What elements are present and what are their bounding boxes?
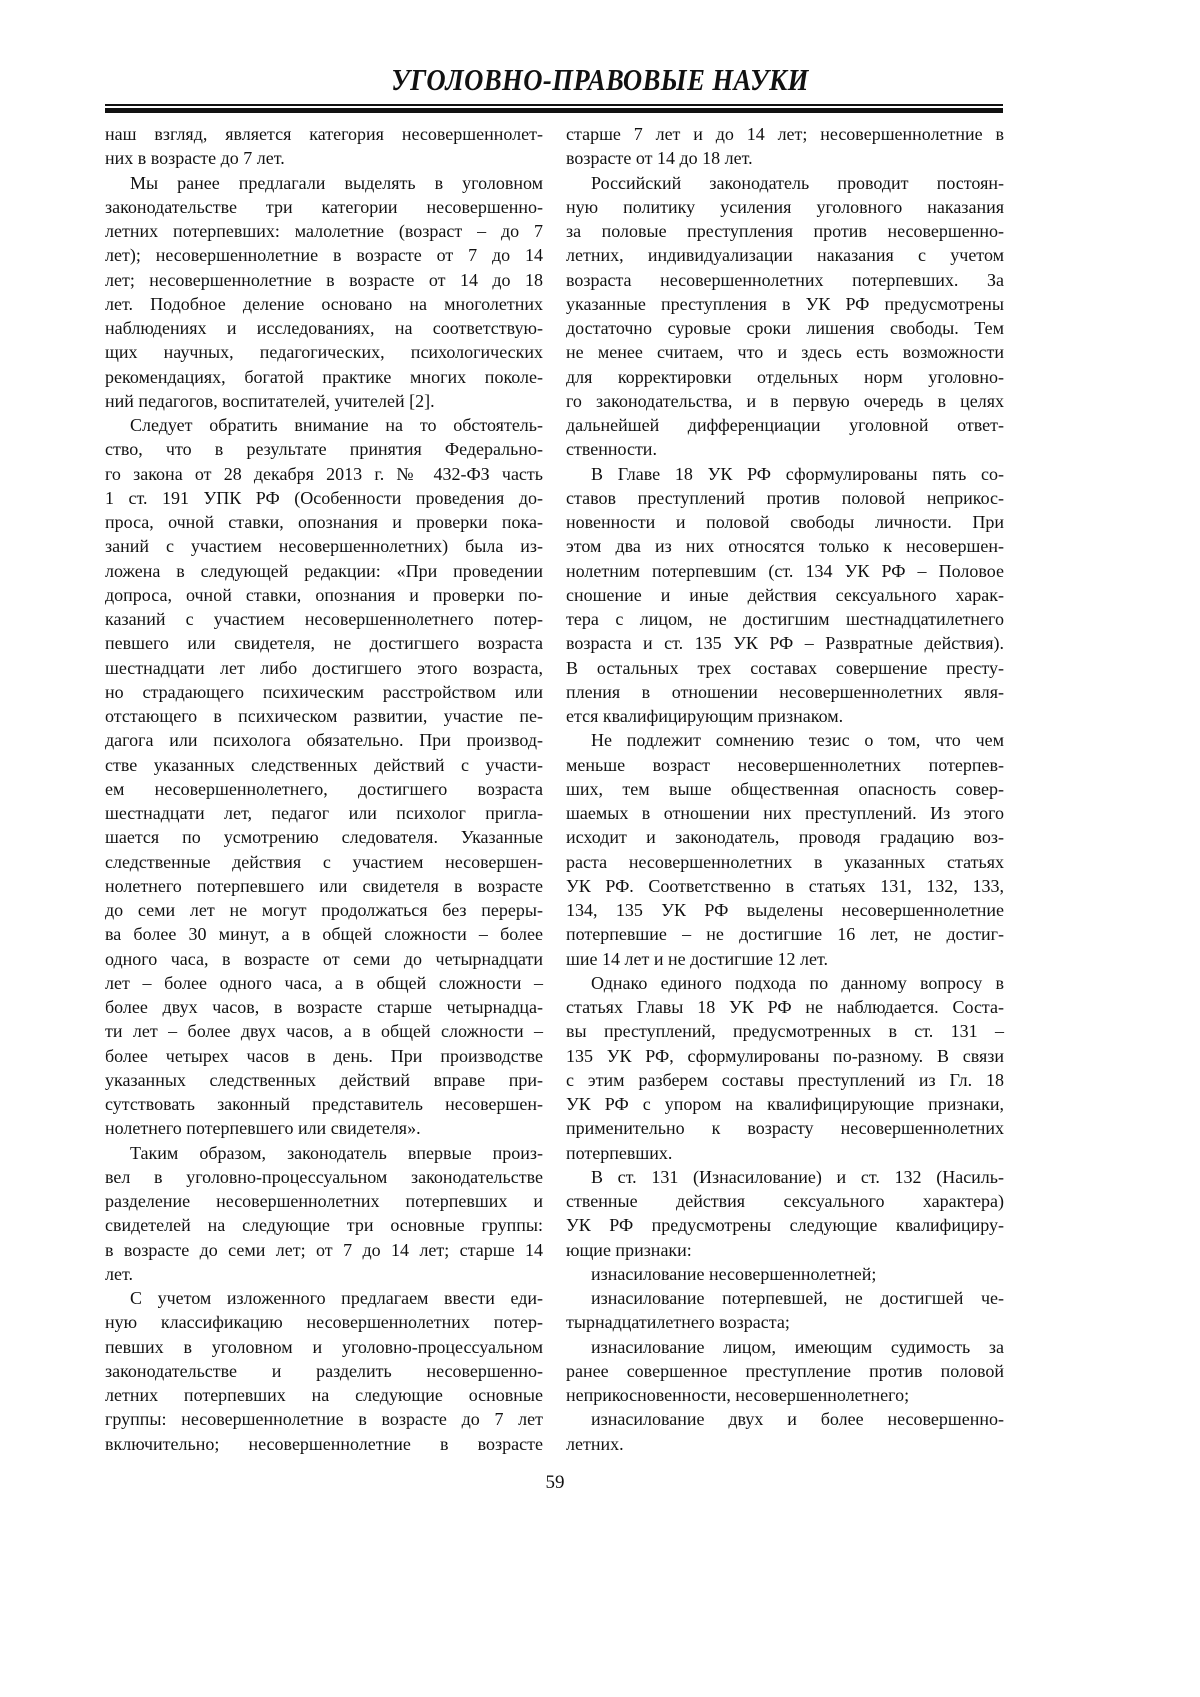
text-line: го законодательства, и в первую очередь в целях <box>566 389 1004 413</box>
paragraph <box>105 122 543 171</box>
text-line: певших в уголовном и уголовно-процессуальном <box>105 1335 543 1359</box>
header-rule-thick <box>105 108 1003 113</box>
text-line: го закона от 28 декабря 2013 г. № 432-ФЗ часть <box>105 462 543 486</box>
text-line: стве указанных следственных действий с участи- <box>105 753 543 777</box>
text-line: старше 7 лет и до 14 лет; несовершеннолетние в <box>566 122 1004 146</box>
text-line: изнасилование несовершеннолетней; <box>566 1262 1004 1286</box>
text-line: неприкосновенности, несовершеннолетнего; <box>566 1383 1004 1407</box>
left-column <box>105 122 543 1456</box>
text-line: потерпевших. <box>566 1141 1004 1165</box>
text-line: Таким образом, законодатель впервые произ- <box>105 1141 543 1165</box>
text-line: одного часа, в возрасте от семи до четырнадцати <box>105 947 543 971</box>
text-line: достаточно суровые сроки лишения свободы. Тем <box>566 316 1004 340</box>
text-line: наблюдениях и исследованиях, на соответствую- <box>105 316 543 340</box>
paragraph <box>566 1165 1004 1262</box>
text-line: законодательстве три категории несовершенно- <box>105 195 543 219</box>
text-line: пления в отношении несовершеннолетних явля- <box>566 680 1004 704</box>
text-line: ную классификацию несовершеннолетних потер- <box>105 1310 543 1334</box>
text-line: В остальных трех составах совершение престу- <box>566 656 1004 680</box>
paragraph <box>566 462 1004 729</box>
text-line: возраста несовершеннолетних потерпевших. За <box>566 268 1004 292</box>
text-line: с этим разберем составы преступлений из Гл. 18 <box>566 1068 1004 1092</box>
paragraph <box>105 413 543 1141</box>
text-line: шестнадцати лет либо достигшего этого возраста, <box>105 656 543 680</box>
text-line: ную политику усиления уголовного наказания <box>566 195 1004 219</box>
text-line: ложена в следующей редакции: «При проведении <box>105 559 543 583</box>
text-line: этом два из них относятся только к несовершен- <box>566 534 1004 558</box>
header-rule-thin <box>105 104 1003 106</box>
text-line: ется квалифицирующим признаком. <box>566 704 1004 728</box>
text-line: шестнадцати лет, педагог или психолог пригла- <box>105 801 543 825</box>
paragraph <box>566 971 1004 1165</box>
text-line: летних. <box>566 1432 1004 1456</box>
text-line: ва более 30 минут, а в общей сложности – более <box>105 922 543 946</box>
text-line: статьях Главы 18 УК РФ не наблюдается. Соста- <box>566 995 1004 1019</box>
text-line: более четырех часов в день. При производстве <box>105 1044 543 1068</box>
paragraph <box>566 1335 1004 1408</box>
text-line: указанные преступления в УК РФ предусмотрены <box>566 292 1004 316</box>
text-line: применительно к возрасту несовершеннолетних <box>566 1116 1004 1140</box>
text-line: УК РФ с упором на квалифицирующие признаки, <box>566 1092 1004 1116</box>
paragraph <box>105 1286 543 1456</box>
text-line: ем несовершеннолетнего, достигшего возраста <box>105 777 543 801</box>
text-line: Мы ранее предлагали выделять в уголовном <box>105 171 543 195</box>
text-line: В Главе 18 УК РФ сформулированы пять со- <box>566 462 1004 486</box>
text-line: вел в уголовно-процессуальном законодательстве <box>105 1165 543 1189</box>
section-header-title: УГОЛОВНО-ПРАВОВЫЕ НАУКИ <box>84 62 1116 98</box>
text-line: ставов преступлений против половой неприкос- <box>566 486 1004 510</box>
text-line: 135 УК РФ, сформулированы по-разному. В связи <box>566 1044 1004 1068</box>
text-line: дагога или психолога обязательно. При производ- <box>105 728 543 752</box>
text-line: исходит и законодатель, проводя градацию воз- <box>566 825 1004 849</box>
text-line: свидетелей на следующие три основные группы: <box>105 1213 543 1237</box>
text-line: ство, что в результате принятия Федерально- <box>105 437 543 461</box>
text-line: раста несовершеннолетних в указанных статьях <box>566 850 1004 874</box>
paragraph <box>566 1262 1004 1286</box>
text-line: ственные действия сексуального характера) <box>566 1189 1004 1213</box>
text-line: лет. <box>105 1262 543 1286</box>
text-line: В ст. 131 (Изнасилование) и ст. 132 (Насиль- <box>566 1165 1004 1189</box>
text-line: вы преступлений, предусмотренных в ст. 131 – <box>566 1019 1004 1043</box>
text-line: сутствовать законный представитель несовершен- <box>105 1092 543 1116</box>
text-line: изнасилование лицом, имеющим судимость за <box>566 1335 1004 1359</box>
right-column <box>566 122 1004 1456</box>
text-line: тера с лицом, не достигшим шестнадцатилетнего <box>566 607 1004 631</box>
text-line: 1 ст. 191 УПК РФ (Особенности проведения до- <box>105 486 543 510</box>
text-line: ти лет – более двух часов, а в общей сложности – <box>105 1019 543 1043</box>
text-line: шается по усмотрению следователя. Указанные <box>105 825 543 849</box>
text-line: для корректировки отдельных норм уголовно- <box>566 365 1004 389</box>
text-line: нолетним потерпевшим (ст. 134 УК РФ – Половое <box>566 559 1004 583</box>
text-line: 134, 135 УК РФ выделены несовершеннолетние <box>566 898 1004 922</box>
text-line: нолетнего потерпевшего или свидетеля в возрасте <box>105 874 543 898</box>
text-line: тырнадцатилетнего возраста; <box>566 1310 1004 1334</box>
text-line: проса, очной ставки, опознания и проверки пока- <box>105 510 543 534</box>
text-line: УК РФ. Соответственно в статьях 131, 132, 133, <box>566 874 1004 898</box>
text-line: них в возрасте до 7 лет. <box>105 146 543 170</box>
text-line: казаний с участием несовершеннолетнего потер- <box>105 607 543 631</box>
text-line: в возрасте до семи лет; от 7 до 14 лет; старше 14 <box>105 1238 543 1262</box>
text-line: за половые преступления против несовершенно- <box>566 219 1004 243</box>
text-line: возраста и ст. 135 УК РФ – Развратные действия). <box>566 631 1004 655</box>
text-line: наш взгляд, является категория несовершеннолет- <box>105 122 543 146</box>
paragraph <box>105 1141 543 1287</box>
text-line: Однако единого подхода по данному вопросу в <box>566 971 1004 995</box>
paragraph <box>566 1286 1004 1335</box>
text-line: не менее считаем, что и здесь есть возможности <box>566 340 1004 364</box>
text-line: потерпевшие – не достигшие 16 лет, не достиг- <box>566 922 1004 946</box>
text-line: шаемых в отношении них преступлений. Из этого <box>566 801 1004 825</box>
text-line: лет – более одного часа, а в общей сложности – <box>105 971 543 995</box>
text-line: певшего или свидетеля, не достигшего возраста <box>105 631 543 655</box>
text-line: допроса, очной ставки, опознания и проверки по- <box>105 583 543 607</box>
text-line: лет. Подобное деление основано на многолетних <box>105 292 543 316</box>
text-line: группы: несовершеннолетние в возрасте до 7 лет <box>105 1407 543 1431</box>
text-line: законодательстве и разделить несовершенно- <box>105 1359 543 1383</box>
text-line: щих научных, педагогических, психологических <box>105 340 543 364</box>
text-line: УК РФ предусмотрены следующие квалифициру- <box>566 1213 1004 1237</box>
text-line: С учетом изложенного предлагаем ввести еди- <box>105 1286 543 1310</box>
text-line: до семи лет не могут продолжаться без переры- <box>105 898 543 922</box>
text-line: ний педагогов, воспитателей, учителей [2]. <box>105 389 543 413</box>
text-line: заний с участием несовершеннолетних) была из- <box>105 534 543 558</box>
text-line: отстающего в психическом развитии, участие пе- <box>105 704 543 728</box>
paragraph <box>566 122 1004 171</box>
text-line: летних, индивидуализации наказания с учетом <box>566 243 1004 267</box>
text-line: изнасилование потерпевшей, не достигшей че- <box>566 1286 1004 1310</box>
text-line: разделение несовершеннолетних потерпевших и <box>105 1189 543 1213</box>
text-line: рекомендациях, богатой практике многих поколе- <box>105 365 543 389</box>
text-line: ющие признаки: <box>566 1238 1004 1262</box>
text-line: меньше возраст несовершеннолетних потерпев- <box>566 753 1004 777</box>
text-line: Следует обратить внимание на то обстоятель- <box>105 413 543 437</box>
paragraph <box>566 171 1004 462</box>
text-line: дальнейшей дифференциации уголовной ответ- <box>566 413 1004 437</box>
text-line: изнасилование двух и более несовершенно- <box>566 1407 1004 1431</box>
text-line: ственности. <box>566 437 1004 461</box>
text-line: указанных следственных действий вправе при- <box>105 1068 543 1092</box>
text-line: нолетнего потерпевшего или свидетеля». <box>105 1116 543 1140</box>
text-line: Российский законодатель проводит постоян- <box>566 171 1004 195</box>
paragraph <box>105 171 543 414</box>
text-line: возрасте от 14 до 18 лет. <box>566 146 1004 170</box>
text-line: шие 14 лет и не достигшие 12 лет. <box>566 947 1004 971</box>
text-line: Не подлежит сомнению тезис о том, что чем <box>566 728 1004 752</box>
text-line: летних потерпевших на следующие основные <box>105 1383 543 1407</box>
text-line: сношение и иные действия сексуального харак- <box>566 583 1004 607</box>
page-number: 59 <box>0 1472 1155 1494</box>
text-line: лет; несовершеннолетние в возрасте от 14 до 18 <box>105 268 543 292</box>
text-line: ранее совершенное преступление против половой <box>566 1359 1004 1383</box>
text-line: летних потерпевших: малолетние (возраст – до 7 <box>105 219 543 243</box>
text-line: лет); несовершеннолетние в возрасте от 7 до 14 <box>105 243 543 267</box>
text-line: включительно; несовершеннолетние в возрасте <box>105 1432 543 1456</box>
text-line: следственные действия с участием несовершен- <box>105 850 543 874</box>
paragraph <box>566 1407 1004 1456</box>
text-line: новенности и половой свободы личности. При <box>566 510 1004 534</box>
text-line: более двух часов, в возрасте старше четырнадца- <box>105 995 543 1019</box>
text-line: ших, тем выше общественная опасность совер- <box>566 777 1004 801</box>
text-line: но страдающего психическим расстройством или <box>105 680 543 704</box>
paragraph <box>566 728 1004 971</box>
